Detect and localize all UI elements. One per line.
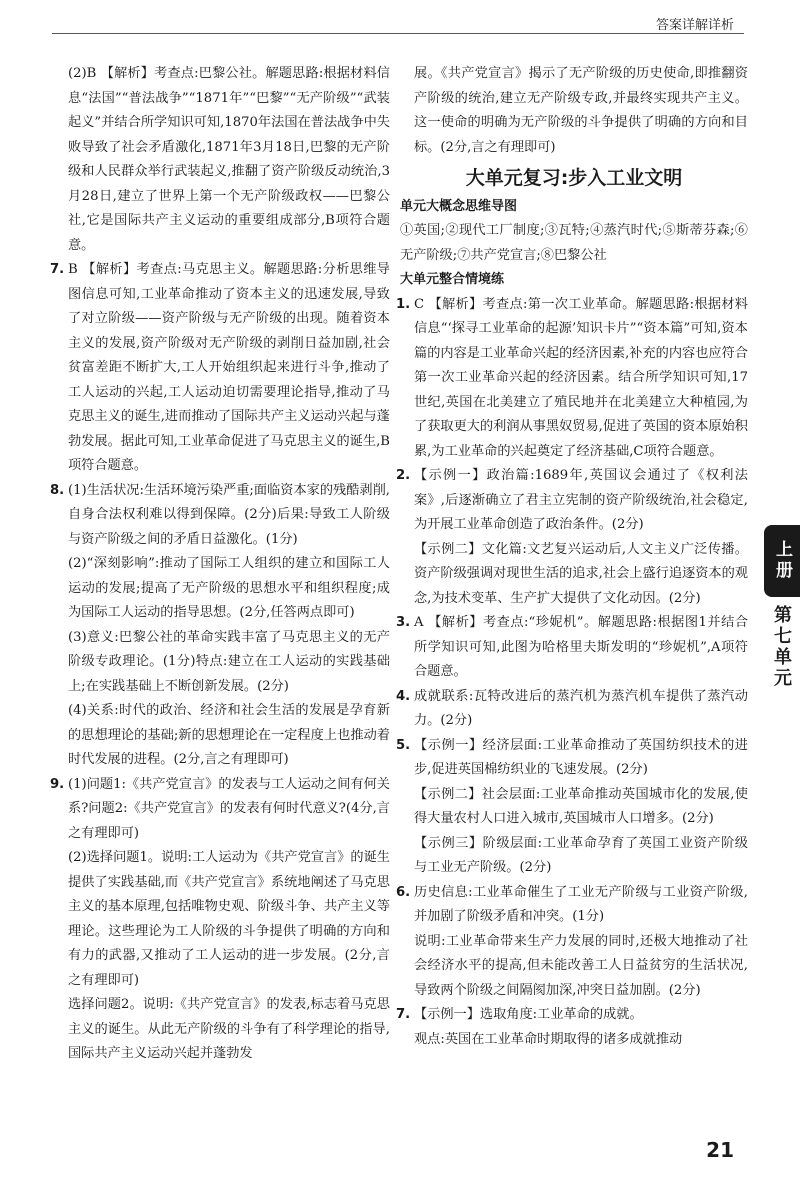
answer-7 <box>50 258 390 479</box>
answer-9-continued-text: 展。《共产党宣言》揭示了无产阶级的历史使命,即推翻资产阶级的统治,建立无产阶级专政,并最终实现共产主义。这一使命的明确为无产阶级的斗争提供了明确的方向和目标。(2分,言之有理即可) <box>414 66 748 155</box>
answer-9 <box>50 773 390 1067</box>
practice-2-example1: 【示例一】政治篇:1689年,英国议会通过了《权利法案》,后逐渐确立了君主立宪制的资产阶级统治,社会稳定,为开展工业革命创造了政治条件。(2分) <box>414 468 748 532</box>
practice-answer-5 <box>396 734 748 881</box>
answer-8-part4: (4)关系:时代的政治、经济和社会生活的发展是孕育新的思想理论的基础;新的思想理论在一定程度上也推动着时代发展的进程。(2分,言之有理即可) <box>68 703 390 767</box>
answer-9-part1: (1)问题1:《共产党宣言》的发表与工人运动之间有何关系?问题2:《共产党宣言》的发表有何时代意义?(4分,言之有理即可) <box>68 776 390 841</box>
unit-label: 第七单元 <box>771 605 792 689</box>
practice-answer-6 <box>396 881 748 1004</box>
practice-2-example2: 【示例二】文化篇:文艺复兴运动后,人文主义广泛传播。资产阶级强调对现世生活的追求,社会上盛行追逐资本的观念,为技术变革、生产扩大提供了文化动因。(2分) <box>414 541 748 606</box>
answer-6-part2: (2)B 【解析】考查点:巴黎公社。解题思路:根据材料信息“法国”“普法战争”“1871年”“巴黎”“无产阶级”“武装起义”并结合所学知识可知,1870年法国在普法战争中失败导致了社会矛盾激化,1871年3月18日,巴黎的无产阶级和人民群众举行武装起义,推翻了资产阶级反动统治,3月28日,建立了世界上第一个无产阶级政权——巴黎公社,它是国际共产主义运动的重要组成部分,B项符合题意。 <box>68 66 390 253</box>
practice-5-example2: 【示例二】社会层面:工业革命推动英国城市化的发展,使得大量农村人口进入城市,英国城市人口增多。(2分) <box>414 786 748 826</box>
mind-map-answers: ①英国;②现代工厂制度;③瓦特;④蒸汽时代;⑤斯蒂芬森;⑥无产阶级;⑦共产党宣言;⑧巴黎公社 <box>400 223 748 263</box>
answer-8-part1: (1)生活状况:生活环境污染严重;面临资本家的残酷剥削,自身合法权利难以得到保障。(2分)后果:导致工人阶级与资产阶级之间的矛盾日益激化。(1分) <box>68 482 390 547</box>
answer-8-part3: (3)意义:巴黎公社的革命实践丰富了马克思主义的无产阶级专政理论。(1分)特点:建立在工人运动的实践基础上;在实践基础上不断创新发展。(2分) <box>68 629 390 694</box>
practice-5-example3: 【示例三】阶级层面:工业革命孕育了英国工业资产阶级与工业无产阶级。(2分) <box>414 835 748 875</box>
practice-5-example1: 【示例一】经济层面:工业革命推动了英国纺织技术的进步,促进英国棉纺织业的飞速发展。(2分) <box>414 737 748 777</box>
practice-3-text: A 【解析】考查点:“珍妮机”。解题思路:根据图1并结合所学知识可知,此图为哈格里夫斯发明的“珍妮机”,A项符合题意。 <box>414 615 748 679</box>
answer-9-continued <box>400 62 748 160</box>
practice-answer-3 <box>396 611 748 685</box>
practice-answer-2 <box>396 464 748 611</box>
answer-9-number: 9. <box>50 776 65 792</box>
practice-2-number: 2. <box>396 468 411 483</box>
practice-4-text: 成就联系:瓦特改进后的蒸汽机为蒸汽机车提供了蒸汽动力。(2分) <box>414 688 748 728</box>
practice-1-number: 1. <box>396 296 411 312</box>
header-rule <box>52 33 744 34</box>
page-number: 21 <box>706 1138 734 1162</box>
answer-8-number: 8. <box>50 482 65 498</box>
section-title: 大单元复习:步入工业文明 <box>465 167 683 189</box>
practice-7-angle: 【示例一】选取角度:工业革命的成就。 <box>414 1007 643 1022</box>
practice-6-number: 6. <box>396 884 411 900</box>
practice-4-number: 4. <box>396 688 411 704</box>
answer-7-text: B 【解析】考查点:马克思主义。解题思路:分析思维导图信息可知,工业革命推动了资本主义的迅速发展,导致了对立阶级——资产阶级与无产阶级的出现。随着资本主义的发展,资产阶级对无产阶级的剥削日益加剧,社会贫富差距不断扩大,工人开始组织起来进行斗争,推动了工人运动的兴起,工人运动迫切需要理论指导,推动了马克思主义的诞生,进而推动了国际共产主义运动兴起与蓬勃发展。据此可知,工业革命促进了马克思主义的诞生,B项符合题意。 <box>68 262 390 473</box>
answer-9-part2: (2)选择问题1。说明:工人运动为《共产党宣言》的诞生提供了实践基础,而《共产党宣言》系统地阐述了马克思主义的基本原理,包括唯物史观、阶级斗争、共产主义等理论。这些理论为工人阶级的斗争提供了明确的方向和有力的武器,又推动了工人运动的进一步发展。(2分,言之有理即可) <box>68 850 390 988</box>
page-header: 答案详解详析 <box>655 18 734 33</box>
left-column <box>50 62 390 1067</box>
answer-8 <box>50 479 390 773</box>
right-column <box>396 62 748 1052</box>
practice-6-info: 历史信息:工业革命催生了工业无产阶级与工业资产阶级,并加剧了阶级矛盾和冲突。(1分) <box>414 884 748 924</box>
practice-7-view: 观点:英国在工业革命时期取得的诸多成就推动 <box>414 1031 683 1047</box>
mind-map-title: 单元大概念思维导图 <box>400 198 518 214</box>
practice-1-text: C 【解析】考查点:第一次工业革命。解题思路:根据材料信息“‘探寻工业革命的起源’知识卡片”“资本篇”可知,资本篇的内容是工业革命兴起的经济因素,补充的内容也应符合第一次工业革命兴起的经济因素。结合所学知识可知,17世纪,英国在北美建立了殖民地并在北美建立大种植园,为了获取更大的利润从事黑奴贸易,促进了英国的资本原始积累,为工业革命的兴起奠定了经济基础,C项符合题意。 <box>414 296 748 459</box>
practice-3-number: 3. <box>396 615 411 630</box>
practice-7-number: 7. <box>396 1007 411 1022</box>
practice-title: 大单元整合情境练 <box>400 272 505 287</box>
answer-9-part3: 选择问题2。说明:《共产党宣言》的发表,标志着马克思主义的诞生。从此无产阶级的斗争有了科学理论的指导,国际共产主义运动兴起并蓬勃发 <box>68 997 390 1061</box>
answer-6-continued <box>54 62 390 258</box>
answer-7-number: 7. <box>50 262 65 277</box>
practice-answer-4 <box>396 685 748 734</box>
practice-6-explanation: 说明:工业革命带来生产力发展的同时,还极大地推动了社会经济水平的提高,但未能改善工人日益贫穷的生活状况,导致两个阶级之间隔阂加深,冲突日益加剧。(2分) <box>414 933 748 998</box>
practice-5-number: 5. <box>396 737 411 753</box>
practice-answer-1 <box>396 293 748 465</box>
answer-8-part2: (2)“深刻影响”:推动了国际工人组织的建立和国际工人运动的发展;提高了无产阶级的思想水平和组织程度;成为国际工人运动的指导思想。(2分,任答两点即可) <box>68 556 390 620</box>
practice-answer-7 <box>396 1003 748 1052</box>
volume-tab: 上册 <box>764 525 800 597</box>
